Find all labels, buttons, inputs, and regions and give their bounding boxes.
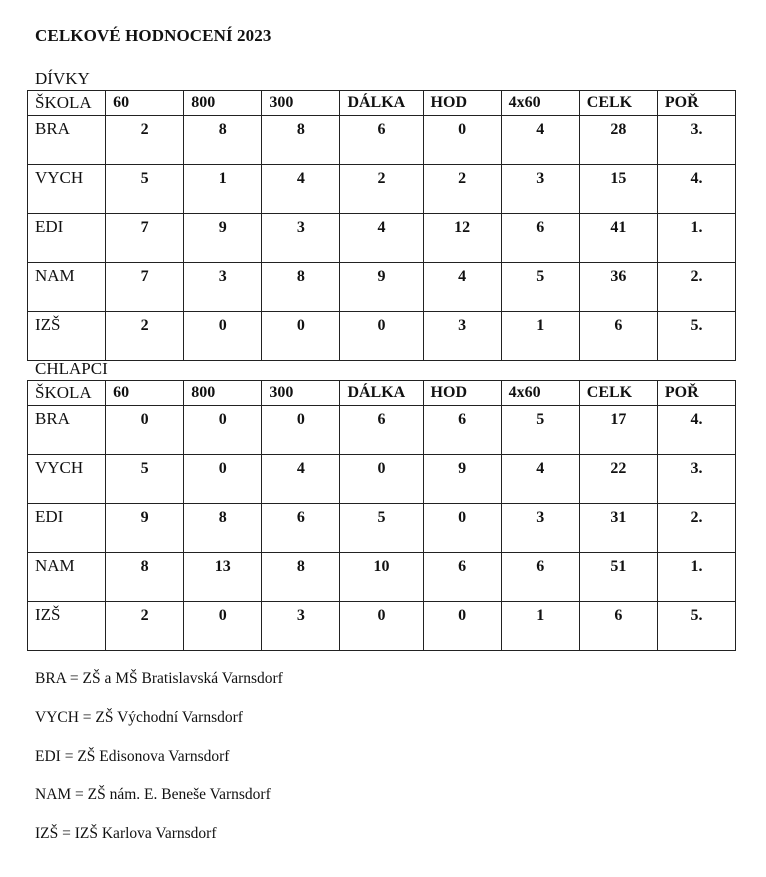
- score-cell: 1: [501, 602, 579, 651]
- table-header-row: [28, 381, 736, 406]
- table-row: [28, 455, 736, 504]
- column-header-school: ŠKOLA: [28, 381, 106, 406]
- score-cell: 6: [340, 406, 423, 455]
- score-cell: 9: [184, 214, 262, 263]
- page-title: CELKOVÉ HODNOCENÍ 2023: [35, 26, 272, 45]
- score-cell: 4: [501, 455, 579, 504]
- school-cell: BRA: [28, 116, 106, 165]
- total-cell: 6: [579, 602, 657, 651]
- legend-line-vych: VYCH = ZŠ Východní Varnsdorf: [35, 709, 243, 726]
- table-row: [28, 312, 736, 361]
- score-cell: 0: [423, 116, 501, 165]
- legend-line-edi: EDI = ZŠ Edisonova Varnsdorf: [35, 748, 230, 765]
- total-cell: 6: [579, 312, 657, 361]
- score-cell: 4: [262, 455, 340, 504]
- score-cell: 7: [106, 214, 184, 263]
- total-cell: 36: [579, 263, 657, 312]
- legend-line-bra: BRA = ZŠ a MŠ Bratislavská Varnsdorf: [35, 670, 283, 687]
- score-cell: 4: [262, 165, 340, 214]
- rank-cell: 5.: [657, 312, 735, 361]
- column-header-celk: CELK: [579, 91, 657, 116]
- rank-cell: 2.: [657, 263, 735, 312]
- rank-cell: 1.: [657, 214, 735, 263]
- score-cell: 5: [340, 504, 423, 553]
- table-row: [28, 116, 736, 165]
- score-cell: 4: [423, 263, 501, 312]
- rank-cell: 3.: [657, 455, 735, 504]
- score-cell: 8: [106, 553, 184, 602]
- column-header-por: POŘ: [657, 91, 735, 116]
- school-cell: IZŠ: [28, 312, 106, 361]
- table-row: [28, 602, 736, 651]
- score-cell: 3: [501, 504, 579, 553]
- school-cell: NAM: [28, 553, 106, 602]
- column-header-300: 300: [262, 91, 340, 116]
- score-cell: 9: [423, 455, 501, 504]
- score-cell: 0: [262, 406, 340, 455]
- score-cell: 8: [184, 116, 262, 165]
- score-cell: 3: [262, 602, 340, 651]
- table-header-row: [28, 91, 736, 116]
- column-header-4x60: 4x60: [501, 381, 579, 406]
- score-cell: 0: [423, 504, 501, 553]
- score-cell: 0: [106, 406, 184, 455]
- score-cell: 0: [184, 455, 262, 504]
- score-cell: 0: [184, 406, 262, 455]
- score-cell: 3: [262, 214, 340, 263]
- school-cell: EDI: [28, 504, 106, 553]
- score-cell: 8: [184, 504, 262, 553]
- score-cell: 5: [501, 406, 579, 455]
- total-cell: 28: [579, 116, 657, 165]
- score-cell: 1: [184, 165, 262, 214]
- total-cell: 31: [579, 504, 657, 553]
- column-header-dalka: DÁLKA: [340, 91, 423, 116]
- total-cell: 15: [579, 165, 657, 214]
- score-cell: 5: [501, 263, 579, 312]
- school-cell: EDI: [28, 214, 106, 263]
- column-header-800: 800: [184, 381, 262, 406]
- score-cell: 13: [184, 553, 262, 602]
- school-cell: VYCH: [28, 455, 106, 504]
- legend-line-nam: NAM = ZŠ nám. E. Beneše Varnsdorf: [35, 786, 271, 803]
- score-cell: 9: [106, 504, 184, 553]
- score-cell: 10: [340, 553, 423, 602]
- score-cell: 6: [423, 553, 501, 602]
- score-cell: 0: [184, 312, 262, 361]
- column-header-60: 60: [106, 381, 184, 406]
- column-header-hod: HOD: [423, 381, 501, 406]
- score-cell: 2: [423, 165, 501, 214]
- school-cell: BRA: [28, 406, 106, 455]
- score-cell: 2: [106, 116, 184, 165]
- boys-results-table: [27, 380, 736, 651]
- boys-caption: CHLAPCI: [35, 359, 108, 378]
- score-cell: 3: [423, 312, 501, 361]
- school-cell: VYCH: [28, 165, 106, 214]
- score-cell: 2: [106, 312, 184, 361]
- score-cell: 7: [106, 263, 184, 312]
- school-cell: IZŠ: [28, 602, 106, 651]
- score-cell: 8: [262, 553, 340, 602]
- table-row: [28, 553, 736, 602]
- score-cell: 8: [262, 263, 340, 312]
- column-header-school: ŠKOLA: [28, 91, 106, 116]
- score-cell: 5: [106, 165, 184, 214]
- column-header-300: 300: [262, 381, 340, 406]
- rank-cell: 5.: [657, 602, 735, 651]
- column-header-dalka: DÁLKA: [340, 381, 423, 406]
- score-cell: 4: [501, 116, 579, 165]
- table-row: [28, 165, 736, 214]
- total-cell: 17: [579, 406, 657, 455]
- score-cell: 8: [262, 116, 340, 165]
- column-header-60: 60: [106, 91, 184, 116]
- score-cell: 6: [501, 214, 579, 263]
- rank-cell: 2.: [657, 504, 735, 553]
- score-cell: 1: [501, 312, 579, 361]
- rank-cell: 4.: [657, 165, 735, 214]
- score-cell: 4: [340, 214, 423, 263]
- score-cell: 6: [501, 553, 579, 602]
- total-cell: 41: [579, 214, 657, 263]
- score-cell: 2: [106, 602, 184, 651]
- score-cell: 0: [340, 602, 423, 651]
- table-row: [28, 263, 736, 312]
- column-header-celk: CELK: [579, 381, 657, 406]
- rank-cell: 4.: [657, 406, 735, 455]
- table-row: [28, 504, 736, 553]
- score-cell: 5: [106, 455, 184, 504]
- girls-results-table: [27, 90, 736, 361]
- score-cell: 0: [340, 312, 423, 361]
- score-cell: 9: [340, 263, 423, 312]
- column-header-800: 800: [184, 91, 262, 116]
- score-cell: 0: [184, 602, 262, 651]
- column-header-por: POŘ: [657, 381, 735, 406]
- score-cell: 0: [423, 602, 501, 651]
- score-cell: 2: [340, 165, 423, 214]
- girls-caption: DÍVKY: [35, 69, 90, 88]
- score-cell: 0: [262, 312, 340, 361]
- score-cell: 12: [423, 214, 501, 263]
- score-cell: 0: [340, 455, 423, 504]
- table-row: [28, 214, 736, 263]
- total-cell: 51: [579, 553, 657, 602]
- table-row: [28, 406, 736, 455]
- school-cell: NAM: [28, 263, 106, 312]
- column-header-4x60: 4x60: [501, 91, 579, 116]
- rank-cell: 1.: [657, 553, 735, 602]
- rank-cell: 3.: [657, 116, 735, 165]
- score-cell: 6: [423, 406, 501, 455]
- column-header-hod: HOD: [423, 91, 501, 116]
- score-cell: 6: [340, 116, 423, 165]
- score-cell: 6: [262, 504, 340, 553]
- score-cell: 3: [184, 263, 262, 312]
- legend-line-izs: IZŠ = IZŠ Karlova Varnsdorf: [35, 825, 217, 842]
- score-cell: 3: [501, 165, 579, 214]
- total-cell: 22: [579, 455, 657, 504]
